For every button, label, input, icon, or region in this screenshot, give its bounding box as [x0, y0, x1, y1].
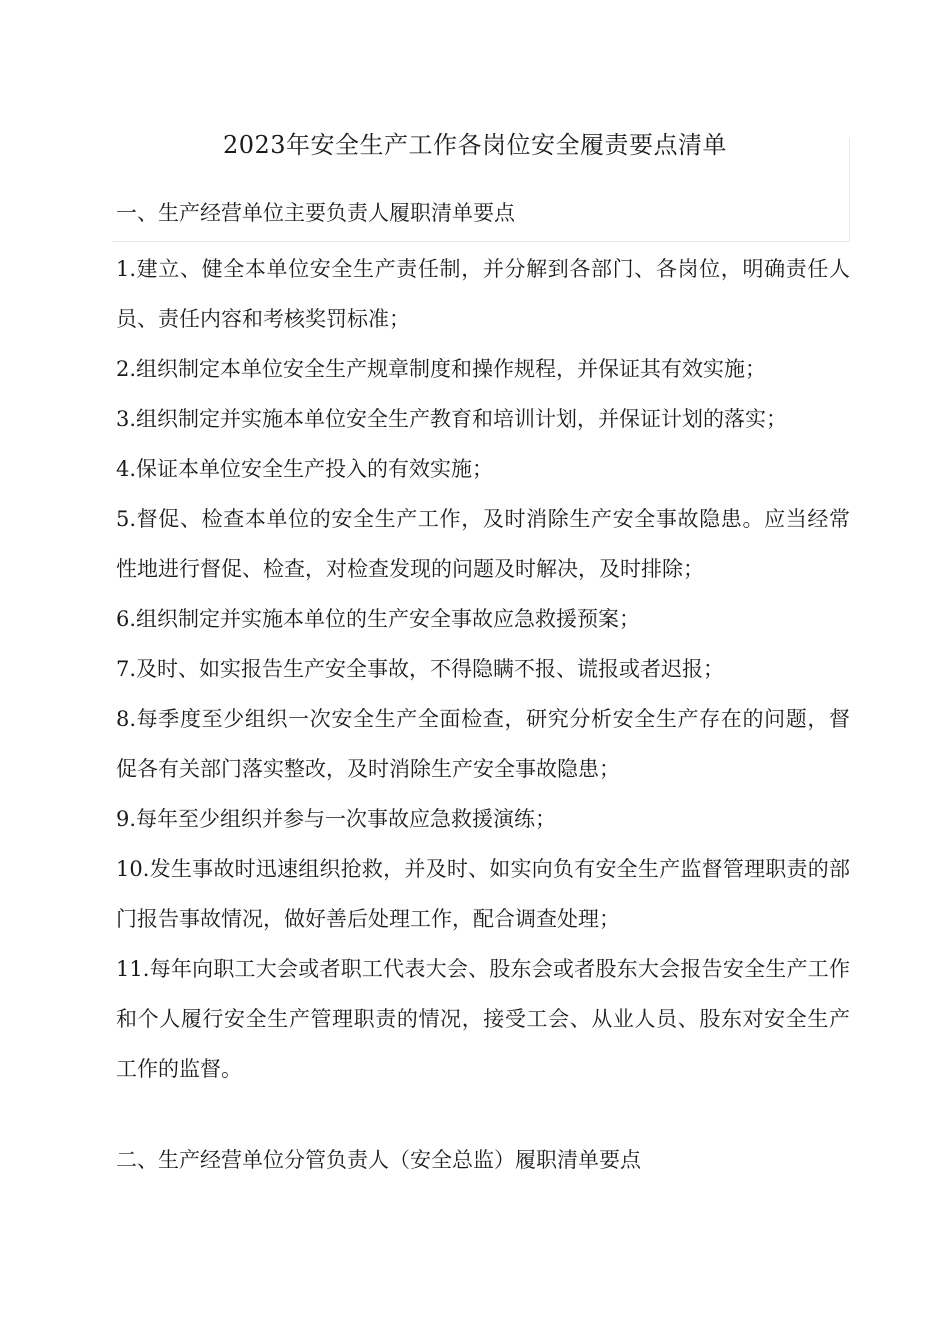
list-item: 8.每季度至少组织一次安全生产全面检查，研究分析安全生产存在的问题，督促各有关部门落实整改，及时消除生产安全事故隐患； — [116, 707, 850, 781]
list-item: 1.建立、健全本单位安全生产责任制，并分解到各部门、各岗位，明确责任人员、责任内容和考核奖罚标准； — [116, 257, 850, 331]
section-heading-2: 二、生产经营单位分管负责人（安全总监）履职清单要点 — [116, 1148, 641, 1172]
list-item: 10.发生事故时迅速组织抢救，并及时、如实向负有安全生产监督管理职责的部门报告事故情况，做好善后处理工作，配合调查处理； — [116, 857, 850, 931]
list-item: 7.及时、如实报告生产安全事故，不得隐瞒不报、谎报或者迟报； — [116, 657, 725, 681]
responsibility-list — [116, 244, 850, 1094]
section-heading-1: 一、生产经营单位主要负责人履职清单要点 — [116, 201, 515, 225]
list-item: 2.组织制定本单位安全生产规章制度和操作规程，并保证其有效实施； — [116, 357, 767, 381]
list-item: 4.保证本单位安全生产投入的有效实施； — [116, 457, 494, 481]
list-item: 9.每年至少组织并参与一次事故应急救援演练； — [116, 807, 557, 831]
list-item: 11.每年向职工大会或者职工代表大会、股东会或者股东大会报告安全生产工作和个人履行安全生产管理职责的情况，接受工会、从业人员、股东对安全生产工作的监督。 — [116, 957, 850, 1081]
list-item: 3.组织制定并实施本单位安全生产教育和培训计划，并保证计划的落实； — [116, 407, 788, 431]
list-item: 5.督促、检查本单位的安全生产工作，及时消除生产安全事故隐患。应当经常性地进行督促、检查，对检查发现的问题及时解决，及时排除； — [116, 507, 850, 581]
document-title: 2023年安全生产工作各岗位安全履责要点清单 — [222, 131, 728, 159]
list-item: 6.组织制定并实施本单位的生产安全事故应急救援预案； — [116, 607, 641, 631]
